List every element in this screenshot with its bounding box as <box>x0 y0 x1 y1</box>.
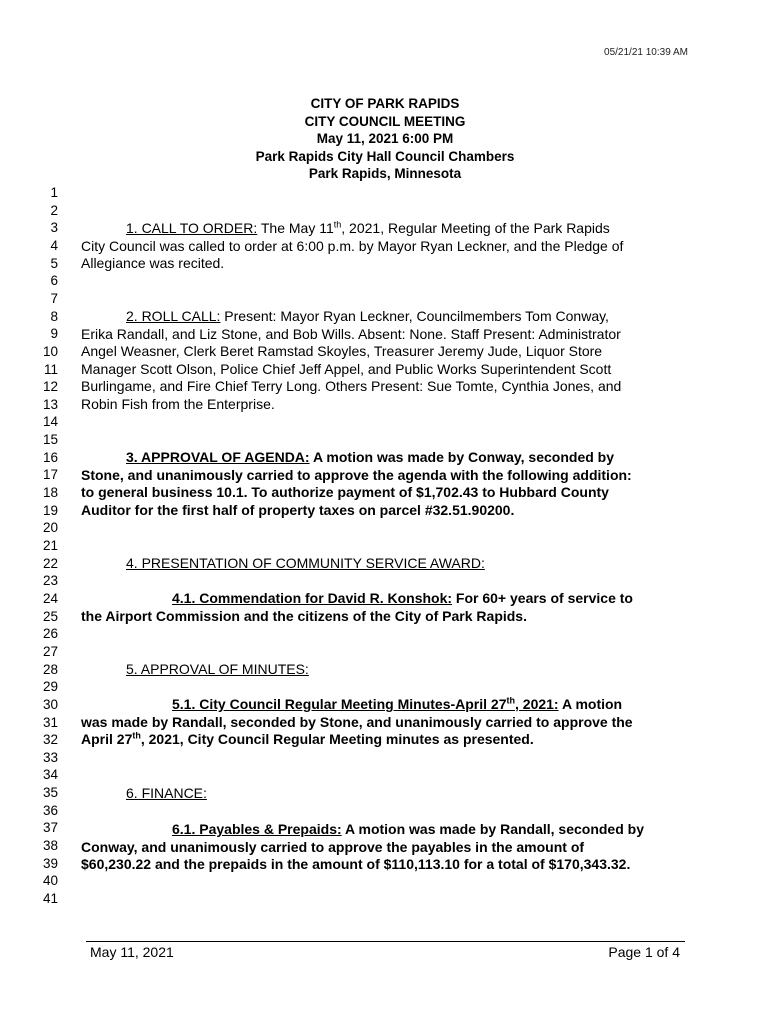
header-date: May 11, 2021 6:00 PM <box>316 131 454 146</box>
header-state: Park Rapids, Minnesota <box>308 166 462 181</box>
minutes-subheading: 5.1. City Council Regular Meeting Minutes-April 27th, 2021: <box>172 695 559 712</box>
line-number: 11 <box>43 361 58 377</box>
line-number: 22 <box>42 555 58 571</box>
line-number: 38 <box>42 838 58 854</box>
line-number: 3 <box>50 220 58 236</box>
agenda-heading: 3. APPROVAL OF AGENDA: <box>126 449 310 465</box>
payables-heading: 6.1. Payables & Prepaids: <box>172 821 342 837</box>
line-number: 18 <box>42 485 58 501</box>
line-number: 2 <box>50 202 58 218</box>
line-number: 5 <box>50 255 58 271</box>
finance-heading: 6. FINANCE: <box>126 785 207 801</box>
roll-call-heading: 2. ROLL CALL: <box>126 308 221 324</box>
line-number: 16 <box>42 449 58 465</box>
line-number: 15 <box>42 432 58 448</box>
line-number: 7 <box>50 290 58 306</box>
line-number: 30 <box>42 696 58 712</box>
line-number: 34 <box>42 767 58 783</box>
line-number: 9 <box>50 326 58 342</box>
line-number: 23 <box>42 573 58 589</box>
line-number: 41 <box>42 891 58 906</box>
footer-page-number: Page 1 of 4 <box>608 944 680 960</box>
line-number: 21 <box>42 538 58 553</box>
line-number: 19 <box>42 502 58 518</box>
line-number: 4 <box>50 237 58 253</box>
line-number: 12 <box>42 379 58 395</box>
footer-date: May 11, 2021 <box>90 944 174 960</box>
community-award-heading: 4. PRESENTATION OF COMMUNITY SERVICE AWARD: <box>126 555 485 571</box>
line-number: 37 <box>42 820 58 836</box>
document-header <box>0 95 770 183</box>
line-number: 29 <box>42 679 58 695</box>
line-number: 31 <box>42 714 58 730</box>
line-number: 14 <box>42 414 58 430</box>
line-number: 28 <box>42 661 58 677</box>
line-number: 1 <box>50 185 58 200</box>
line-number: 39 <box>42 855 58 871</box>
line-number: 40 <box>42 873 58 889</box>
line-number: 27 <box>42 643 58 659</box>
line-number: 17 <box>42 467 58 483</box>
line-number: 10 <box>42 343 58 359</box>
print-timestamp: 05/21/21 10:39 AM <box>604 47 688 58</box>
line-number: 24 <box>42 590 58 606</box>
header-city: CITY OF PARK RAPIDS <box>310 96 460 111</box>
line-number: 32 <box>42 732 58 748</box>
line-number: 35 <box>42 785 58 801</box>
call-to-order-heading: 1. CALL TO ORDER: <box>126 220 258 236</box>
line-number: 6 <box>50 273 58 289</box>
footer-divider <box>86 941 685 942</box>
line-number: 25 <box>42 608 58 624</box>
header-location: Park Rapids City Hall Council Chambers <box>255 148 515 164</box>
line-number: 26 <box>42 626 58 642</box>
header-meeting: CITY COUNCIL MEETING <box>304 113 466 129</box>
line-number: 13 <box>42 396 58 412</box>
line-number: 20 <box>42 520 58 536</box>
commendation-heading: 4.1. Commendation for David R. Konshok: <box>172 590 453 606</box>
line-number: 36 <box>42 802 58 818</box>
line-number: 8 <box>50 308 58 324</box>
line-number: 33 <box>42 749 58 765</box>
minutes-heading: 5. APPROVAL OF MINUTES: <box>126 661 309 677</box>
